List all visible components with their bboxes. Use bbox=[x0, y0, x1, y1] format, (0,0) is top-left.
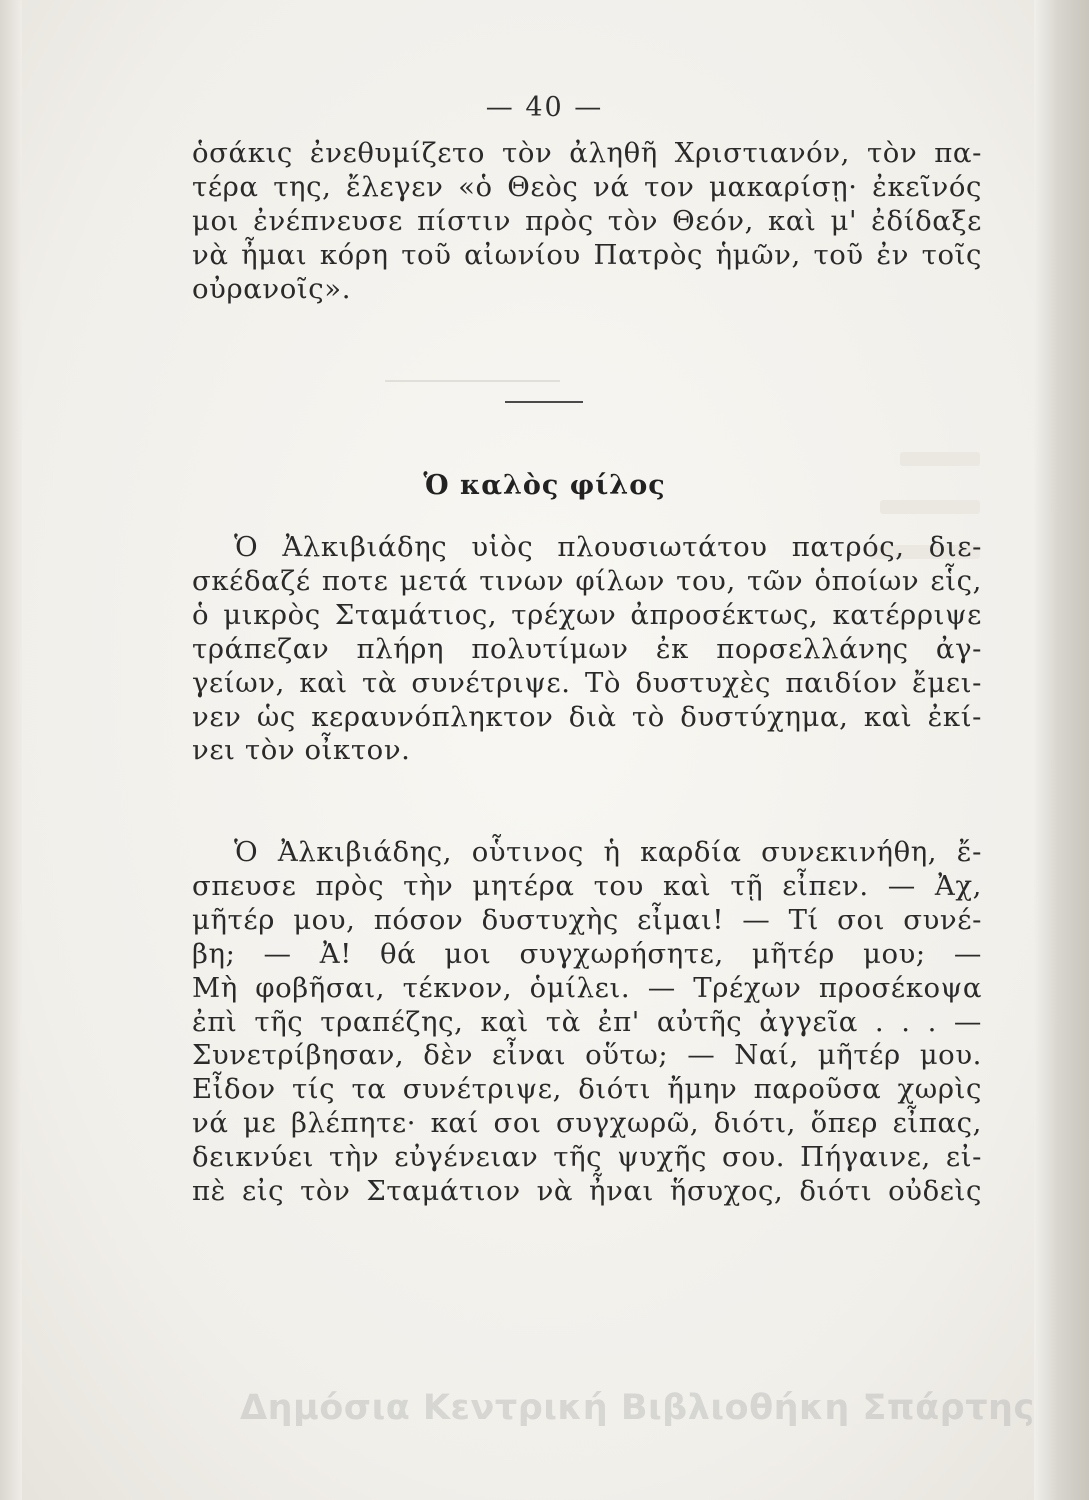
text-line: ὁ μικρὸς Σταμάτιος, τρέχων ἀπροσέκτως, κατέρριψε bbox=[192, 598, 982, 631]
text-line: νεν ὡς κεραυνόπληκτον διὰ τὸ δυστύχημα, καὶ ἐκί- bbox=[192, 700, 982, 733]
bleed-through-rule bbox=[385, 380, 560, 382]
section-divider bbox=[505, 401, 583, 403]
paragraph-dialogue bbox=[192, 836, 982, 1209]
library-watermark: Δημόσια Κεντρική Βιβλιοθήκη Σπάρτης bbox=[240, 1388, 1035, 1428]
text-line: σπευσε πρὸς τὴν μητέρα του καὶ τῇ εἶπεν. — Ἀχ, bbox=[192, 869, 982, 902]
text-line: δεικνύει τὴν εὐγένειαν τῆς ψυχῆς σου. Πήγαινε, εἰ- bbox=[192, 1141, 982, 1174]
text-line: Ὁ Ἀλκιβιάδης, οὗτινος ἡ καρδία συνεκινήθη, ἔ- bbox=[234, 836, 982, 868]
page-number: — 40 — bbox=[485, 92, 604, 123]
text-line: νὰ ἦμαι κόρη τοῦ αἰωνίου Πατρὸς ἡμῶν, τοῦ ἐν τοῖς bbox=[192, 238, 982, 271]
scan-shadow-right bbox=[1034, 0, 1089, 1500]
text-line: Εἶδον τίς τα συνέτριψε, διότι ἤμην παροῦσα χωρὶς bbox=[192, 1073, 982, 1106]
text-line: Μὴ φοβῆσαι, τέκνον, ὁμίλει. — Τρέχων προσέκοψα bbox=[192, 971, 982, 1004]
text-line: μοι ἐνέπνευσε πίστιν πρὸς τὸν Θεόν, καὶ μ' ἐδίδαξε bbox=[192, 204, 982, 237]
text-line: σκέδαζέ ποτε μετά τινων φίλων του, τῶν ὁποίων εἷς, bbox=[192, 564, 982, 597]
text-line: τράπεζαν πλήρη πολυτίμων ἐκ πορσελλάνης ἀγ- bbox=[192, 632, 982, 665]
text-line: Ὁ Ἀλκιβιάδης υἱὸς πλουσιωτάτου πατρός, διε- bbox=[234, 531, 982, 563]
text-line: ἐπὶ τῆς τραπέζης, καὶ τὰ ἐπ' αὐτῆς ἀγγεῖα . . . — bbox=[192, 1005, 982, 1038]
text-line: βη; — Ἀ! θά μοι συγχωρήσητε, μῆτέρ μου; — bbox=[192, 937, 982, 970]
text-line: Συνετρίβησαν, δὲν εἶναι οὕτω; — Ναί, μῆτέρ μου. bbox=[192, 1039, 982, 1072]
text-line: γείων, καὶ τὰ συνέτριψε. Τὸ δυστυχὲς παιδίον ἔμει- bbox=[192, 666, 982, 699]
bleed-through-mark bbox=[900, 452, 980, 466]
bleed-through-mark bbox=[880, 500, 980, 514]
text-line: μῆτέρ μου, πόσον δυστυχὴς εἶμαι! — Τί σοι συνέ- bbox=[192, 903, 982, 936]
text-line: οὐρανοῖς». bbox=[192, 272, 352, 305]
text-line: πὲ εἰς τὸν Σταμάτιον νὰ ἦναι ἥσυχος, διότι οὐδεὶς bbox=[192, 1175, 982, 1208]
text-line: νει τὸν οἶκτον. bbox=[192, 734, 411, 767]
text-line: ὁσάκις ἐνεθυμίζετο τὸν ἀληθῆ Χριστιανόν, τὸν πα- bbox=[192, 137, 982, 169]
section-title: Ὁ καλὸς φίλος bbox=[423, 470, 666, 501]
text-line: νά με βλέπητε· καί σοι συγχωρῶ, διότι, ὅπερ εἶπας, bbox=[192, 1107, 982, 1140]
text-line: τέρα της, ἔλεγεν «ὁ Θεὸς νά τον μακαρίσῃ· ἐκεῖνός bbox=[192, 170, 982, 203]
paragraph-story-opening bbox=[192, 531, 982, 768]
scan-shadow-left bbox=[0, 0, 22, 1500]
paragraph-continuation bbox=[192, 137, 982, 307]
